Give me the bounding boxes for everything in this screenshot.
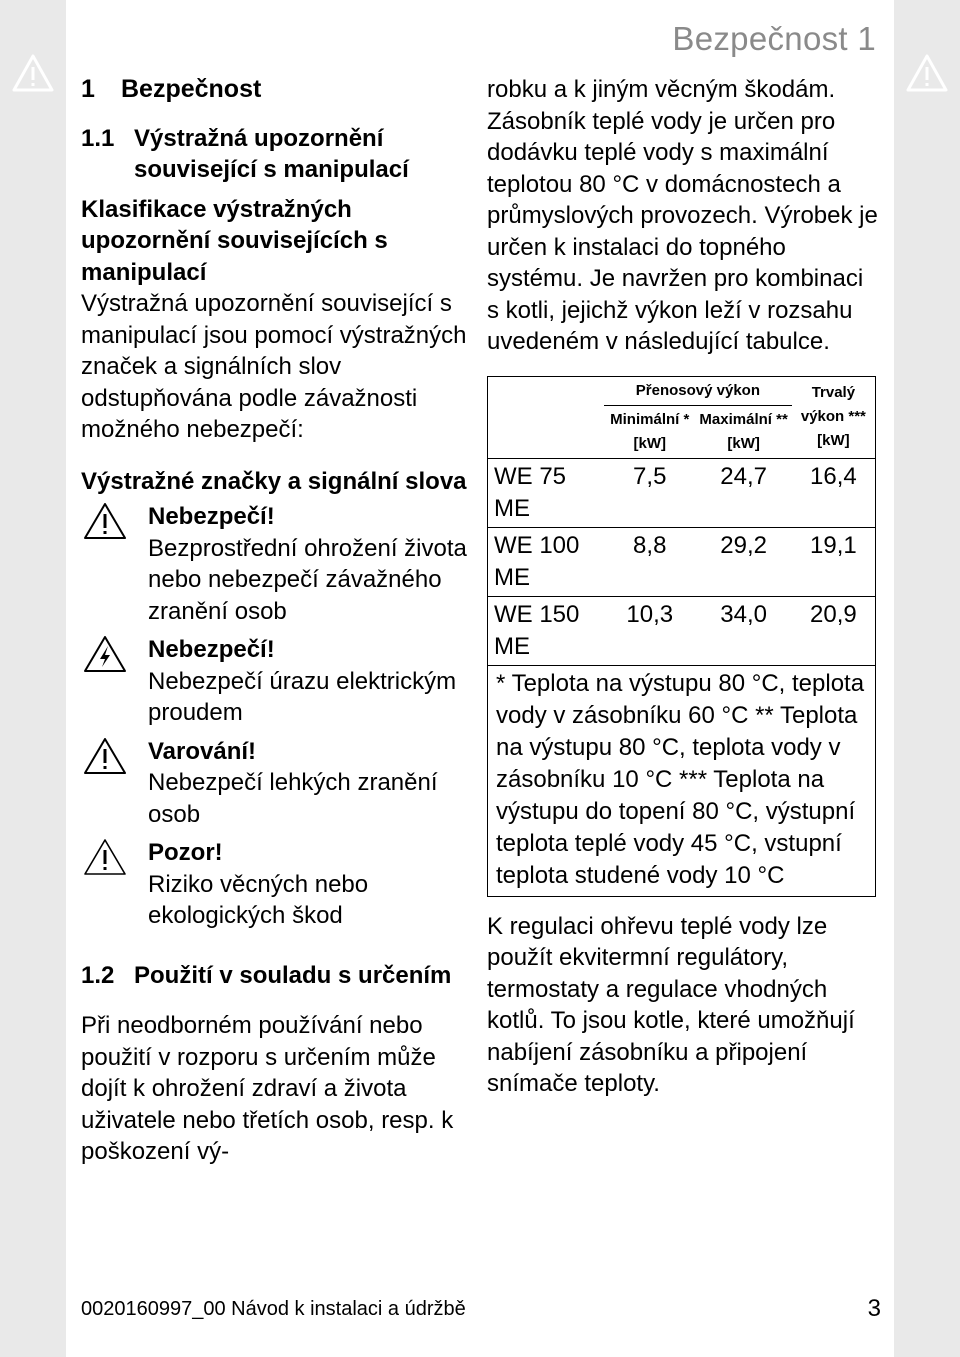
- section-title: Použití v souladu s určením: [134, 961, 452, 989]
- classification-heading: Klasifikace výstražných upozornění souvisejících s manipulací: [81, 195, 388, 286]
- cont-cell: 20,9: [792, 596, 876, 665]
- warning-text: Nebezpečí úrazu elektrickým proudem: [148, 667, 457, 726]
- chapter-number: 1: [81, 75, 95, 103]
- warning-item-warning: [81, 736, 476, 831]
- page-number: 3: [867, 1295, 881, 1322]
- section-heading-1-1: [81, 123, 476, 186]
- warning-title: Nebezpečí!: [148, 636, 275, 663]
- min-cell: 8,8: [604, 527, 695, 596]
- table-footnotes: * Teplota na výstupu 80 °C, teplota vody v zásobníku 60 °C ** Teplota na výstupu 80 °C, teplota vody v zásobníku 10 °C *** Teplota na výstupu do topení 80 °C, výstupní teplota teplé vody 45 °C, vstupní teplota studené vody 10 °C: [488, 665, 876, 896]
- left-column: [81, 74, 476, 1168]
- model-cell: WE 150 ME: [488, 596, 605, 665]
- document-reference: 0020160997_00 Návod k instalaci a údržbě: [81, 1298, 466, 1320]
- continuous-output-header: Trvalý výkon *** [kW]: [800, 384, 866, 449]
- product-description: Zásobník teplé vody je určen pro dodávku teplé vody s maximální teplotou 80 °C v domácnostech a průmyslových provozech. Výrobek je určen k instalaci do topného systému. Je navržen pro kombinaci s kotli, jejichž výkon leží v rozsahu uvedeném v následující tabulce.: [487, 107, 878, 355]
- minimum-output-header: Minimální * [kW]: [604, 405, 695, 458]
- section-number: 1.1: [81, 124, 115, 152]
- continued-paragraph: robku a k jiným věcným škodám.: [487, 76, 836, 103]
- page-header-title: Bezpečnost 1: [672, 20, 876, 57]
- classification-text: Výstražná upozornění související s manipulací jsou pomocí výstražných značek a signálních slov odstupňována podle závažnosti možného nebezpečí:: [81, 290, 467, 443]
- warning-item-danger: [81, 501, 476, 627]
- chapter-title: Bezpečnost: [121, 75, 262, 103]
- section-title: Výstražná upozornění související s manipulací: [134, 124, 409, 183]
- warning-text: Riziko věcných nebo ekologických škod: [148, 870, 369, 929]
- model-cell: WE 100 ME: [488, 527, 605, 596]
- electric-warning-icon: [83, 634, 127, 674]
- table-header-row: [488, 376, 876, 405]
- min-cell: 7,5: [604, 458, 695, 527]
- min-cell: 10,3: [604, 596, 695, 665]
- section-heading-1-2: [81, 960, 476, 992]
- max-cell: 34,0: [695, 596, 791, 665]
- warning-title: Varování!: [148, 737, 257, 765]
- signs-heading: Výstražné značky a signální slova: [81, 467, 467, 495]
- model-header-cell: [488, 376, 605, 458]
- warning-icon: [83, 736, 127, 776]
- margin-warning-icon: [11, 52, 55, 96]
- cont-cell: 16,4: [792, 458, 876, 527]
- right-margin-band: [894, 0, 960, 1357]
- warning-text: Bezprostřední ohrožení života nebo nebezpečí závažného zranění osob: [148, 534, 467, 625]
- model-cell: WE 75 ME: [488, 458, 605, 527]
- warning-text: Nebezpečí lehkých zranění osob: [148, 769, 438, 828]
- boiler-performance-table: [487, 376, 876, 897]
- danger-warning-icon: [83, 501, 127, 541]
- warning-item-electric: [81, 634, 476, 729]
- warning-item-caution: [81, 837, 476, 932]
- transfer-output-header: Přenosový výkon: [635, 381, 760, 399]
- max-cell: 29,2: [695, 527, 791, 596]
- table-row: [488, 527, 876, 596]
- cont-cell: 19,1: [792, 527, 876, 596]
- intended-use-text: Při neodborném používání nebo použití v rozporu s určením může dojít k ohrožení zdraví a života uživatele nebo třetích osob, resp. k poškození vý-: [81, 1012, 454, 1165]
- max-cell: 24,7: [695, 458, 791, 527]
- margin-warning-icon: [905, 52, 949, 96]
- table-row: [488, 458, 876, 527]
- maximum-output-header: Maximální ** [kW]: [695, 405, 791, 458]
- warning-title: Nebezpečí!: [148, 503, 275, 530]
- table-row: [488, 596, 876, 665]
- controller-paragraph: K regulaci ohřevu teplé vody lze použít ekvitermní regulátory, termostaty a regulace vhodných kotlů. To jsou kotle, které umožňují nabíjení zásobníku a připojení snímače teploty.: [487, 912, 855, 1097]
- section-number: 1.2: [81, 961, 115, 989]
- table-notes-row: [488, 665, 876, 896]
- caution-icon: [83, 837, 127, 877]
- warning-title: Pozor!: [148, 839, 223, 866]
- chapter-heading: [81, 74, 476, 106]
- right-column: [487, 74, 879, 1100]
- left-margin-band: [0, 0, 66, 1357]
